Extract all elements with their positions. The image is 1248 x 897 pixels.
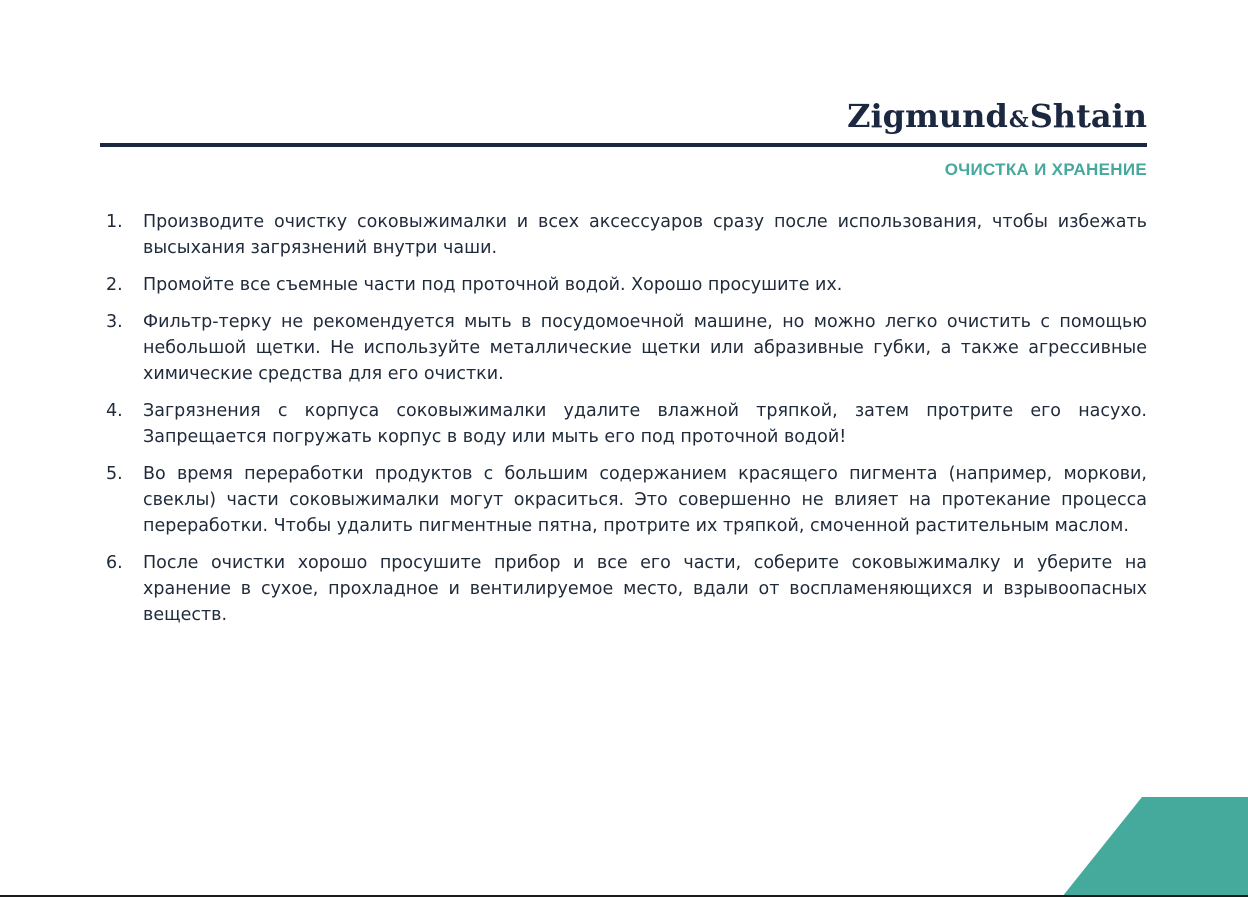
list-item — [106, 272, 1147, 298]
step-text: Производите очистку соковыжималки и всех аксессуаров сразу после использования, чтобы избежать высыхания загрязнений внутри чаши. — [143, 212, 1147, 258]
list-item — [106, 309, 1147, 387]
brand-logo-ampersand: & — [1008, 107, 1029, 133]
list-item — [106, 398, 1147, 450]
list-item — [106, 209, 1147, 261]
step-number: 6. — [106, 553, 123, 573]
instruction-list — [106, 209, 1147, 639]
list-item — [106, 461, 1147, 539]
brand-logo-part1: Zigmund — [847, 97, 1008, 135]
step-text: После очистки хорошо просушите прибор и все его части, соберите соковыжималку и уберите на хранение в сухое, прохладное и вентилируемое место, вдали от воспламеняющихся и взрывоопасных веществ. — [143, 553, 1147, 625]
step-number: 3. — [106, 312, 123, 332]
step-text: Промойте все съемные части под проточной водой. Хорошо просушите их. — [143, 275, 843, 295]
step-text: Во время переработки продуктов с большим содержанием красящего пигмента (например, моркови, свеклы) части соковыжималки могут окраситься. Это совершенно не влияет на протекание процесса переработки. Чтобы удалить пигментные пятна, протрите их тряпкой, смоченной растительным маслом. — [143, 464, 1147, 536]
section-title: ОЧИСТКА И ХРАНЕНИЕ — [944, 160, 1147, 179]
corner-accent-shape — [1062, 797, 1248, 897]
step-number: 4. — [106, 401, 123, 421]
corner-accent-fill — [1062, 797, 1248, 897]
header-divider — [100, 143, 1147, 147]
step-text: Фильтр-терку не рекомендуется мыть в посудомоечной машине, но можно легко очистить с помощью небольшой щетки. Не используйте металлические щетки или абразивные губки, а также агрессивные химические средства для его очистки. — [143, 312, 1147, 384]
step-number: 2. — [106, 275, 123, 295]
step-number: 1. — [106, 212, 123, 232]
step-text: Загрязнения с корпуса соковыжималки удалите влажной тряпкой, затем протрите его насухо. Запрещается погружать корпус в воду или мыть его под проточной водой! — [143, 401, 1147, 447]
list-item — [106, 550, 1147, 628]
step-number: 5. — [106, 464, 123, 484]
brand-logo-part2: Shtain — [1029, 97, 1147, 135]
brand-logo — [847, 96, 1147, 140]
